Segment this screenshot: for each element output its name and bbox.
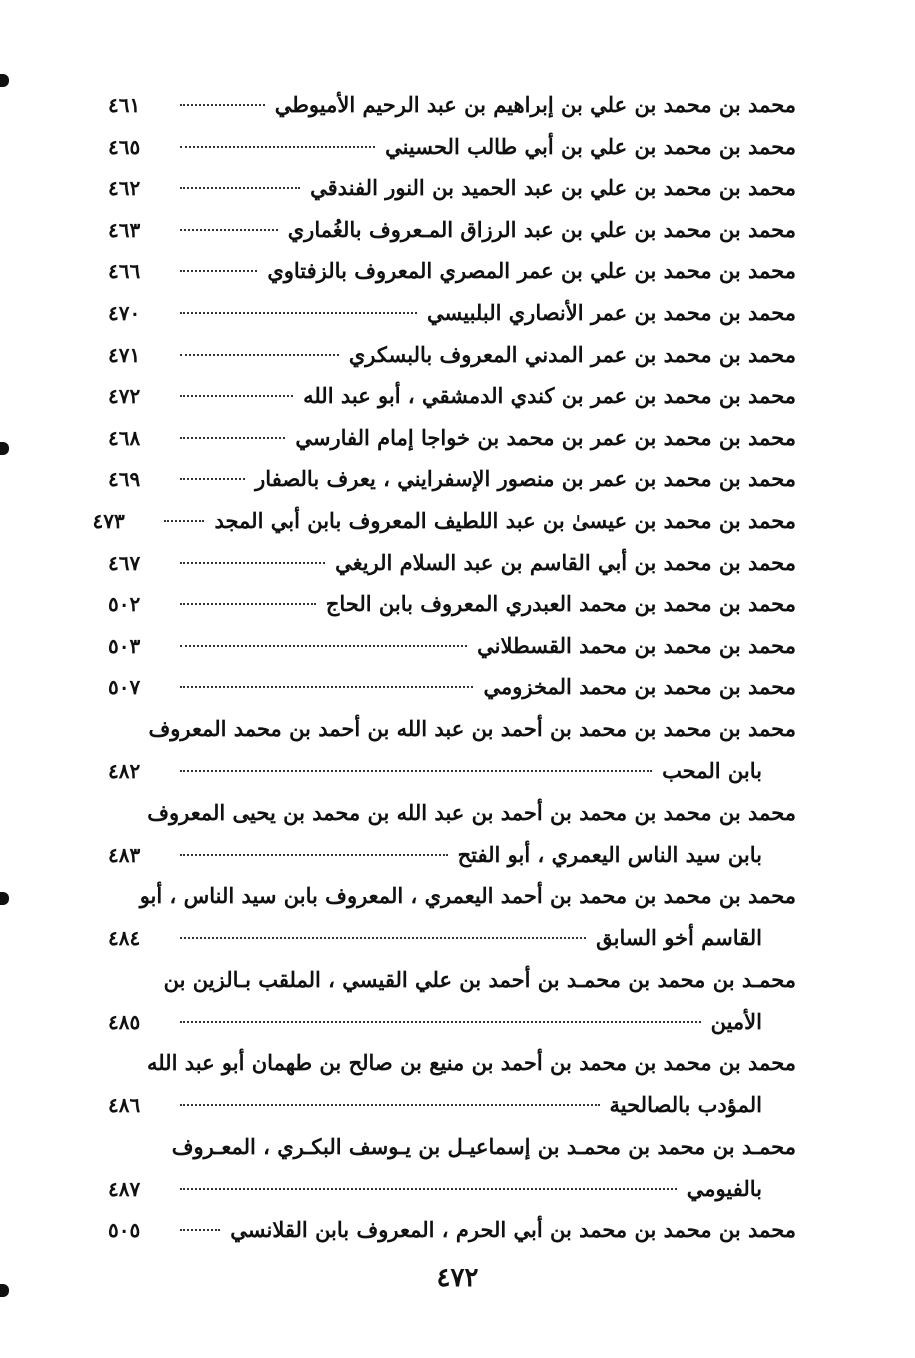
entry-name: محمد بن محمد بن علي بن عمر المصري المعروف بالزفتاوي bbox=[267, 258, 796, 284]
dot-leader bbox=[180, 770, 652, 772]
index-entry bbox=[108, 250, 796, 292]
entry-line bbox=[108, 250, 796, 292]
entry-name: محمد بن محمد بن علي بن عبد الحميد بن النور الفندقي bbox=[310, 175, 796, 201]
entry-line bbox=[108, 209, 796, 251]
entry-name: محمد بن محمد بن علي بن أبي طالب الحسيني bbox=[385, 133, 796, 159]
entry-page-ref: ٥٠٣ bbox=[108, 633, 141, 658]
dot-leader bbox=[180, 437, 285, 439]
index-entry bbox=[108, 666, 796, 708]
entry-name: الأمين bbox=[710, 1008, 762, 1034]
entry-page-ref: ٤٧٠ bbox=[108, 300, 141, 325]
entry-page-ref: ٤٦٧ bbox=[108, 550, 141, 575]
entry-line bbox=[108, 1001, 796, 1043]
entry-line bbox=[108, 84, 796, 126]
dot-leader bbox=[180, 603, 316, 605]
entry-page-ref: ٤٨٥ bbox=[108, 1009, 141, 1034]
entry-line bbox=[108, 542, 796, 584]
dot-leader bbox=[180, 1104, 600, 1106]
entry-name: محمد بن محمد بن عمر الأنصاري البلبيسي bbox=[427, 299, 796, 325]
entry-page-ref: ٤٨٢ bbox=[108, 758, 141, 783]
dot-leader bbox=[180, 146, 375, 148]
index-entry bbox=[108, 209, 796, 251]
dot-leader bbox=[180, 270, 257, 272]
entry-line bbox=[108, 875, 796, 917]
index-entry bbox=[108, 126, 796, 168]
entry-page-ref: ٥٠٢ bbox=[108, 592, 141, 617]
entry-line bbox=[108, 917, 796, 959]
entry-page-ref: ٥٠٥ bbox=[108, 1218, 141, 1243]
entry-name: محمـد بن محمد بن محمـد بن أحمد بن علي القيسي ، الملقب بـالزين بن bbox=[163, 966, 796, 992]
dot-leader bbox=[180, 478, 245, 480]
entry-page-ref: ٤٦٥ bbox=[108, 134, 141, 159]
entry-name: محمد بن محمد بن عمر بن منصور الإسفرايني ، يعرف بالصفار bbox=[255, 466, 796, 492]
entry-line bbox=[108, 126, 796, 168]
dot-leader bbox=[180, 104, 265, 106]
entry-line bbox=[108, 1042, 796, 1084]
index-entry bbox=[108, 708, 796, 792]
entry-page-ref: ٤٦٨ bbox=[108, 425, 141, 450]
binding-hole-mark bbox=[0, 442, 9, 455]
entry-line bbox=[108, 750, 796, 792]
entry-name: محمد بن محمد بن علي بن عبد الرزاق المـعروف بالغُماري bbox=[287, 216, 796, 242]
binding-hole-mark bbox=[0, 892, 9, 905]
entry-line bbox=[108, 167, 796, 209]
entry-page-ref: ٤٦٢ bbox=[108, 176, 141, 201]
index-entry bbox=[108, 417, 796, 459]
entry-page-ref: ٥٠٧ bbox=[108, 675, 141, 700]
entry-line bbox=[108, 1168, 796, 1210]
index-entry bbox=[108, 1126, 796, 1210]
entry-page-ref: ٤٧٣ bbox=[92, 508, 125, 533]
index-entry bbox=[108, 625, 796, 667]
entry-name: محمد بن محمد بن محمد العبدري المعروف بابن الحاج bbox=[325, 591, 796, 617]
entry-name: محمد بن محمد بن محمد بن أحمد بن عبد الله بن أحمد بن محمد المعروف bbox=[148, 715, 796, 741]
entry-line bbox=[108, 625, 796, 667]
dot-leader bbox=[180, 395, 293, 397]
entry-line bbox=[108, 792, 796, 834]
entry-page-ref: ٤٧١ bbox=[108, 342, 141, 367]
entry-line bbox=[108, 834, 796, 876]
entry-line bbox=[108, 708, 796, 750]
entry-line bbox=[108, 417, 796, 459]
entry-page-ref: ٤٦١ bbox=[108, 93, 141, 117]
index-entries bbox=[92, 84, 796, 1251]
entry-line bbox=[92, 500, 796, 542]
entry-name: محمد بن محمد بن محمد المخزومي bbox=[483, 674, 796, 700]
entry-name: محمد بن محمد بن عمر المدني المعروف بالبسكري bbox=[348, 341, 796, 367]
dot-leader bbox=[180, 562, 325, 564]
entry-name: محمد بن محمد بن علي بن إبراهيم بن عبد الرحيم الأميوطي bbox=[274, 92, 796, 117]
dot-leader bbox=[164, 520, 204, 522]
index-entry bbox=[108, 334, 796, 376]
entry-name: محمد بن محمد بن عمر بن كندي الدمشقي ، أبو عبد الله bbox=[303, 383, 796, 409]
entry-line bbox=[108, 959, 796, 1001]
entry-line bbox=[108, 1126, 796, 1168]
index-entry bbox=[92, 500, 796, 542]
entry-page-ref: ٤٨٦ bbox=[108, 1093, 141, 1118]
page-number: ٤٧٢ bbox=[436, 1263, 479, 1293]
entry-name: محمد بن محمد بن أبي القاسم بن عبد السلام الريغي bbox=[335, 549, 796, 575]
index-entry bbox=[108, 1209, 796, 1251]
index-entry bbox=[108, 167, 796, 209]
entry-name: محمد بن محمد بن محمد بن أبي الحرم ، المعروف بابن القلانسي bbox=[230, 1217, 796, 1243]
entry-name: محمد بن محمد بن محمد القسطلاني bbox=[477, 632, 796, 658]
entry-page-ref: ٤٨٤ bbox=[108, 926, 141, 951]
entry-line bbox=[108, 458, 796, 500]
index-entry bbox=[108, 84, 796, 126]
dot-leader bbox=[180, 1229, 220, 1231]
entry-name: محمد بن محمد بن محمد بن أحمد اليعمري ، المعروف بابن سيد الناس ، أبو bbox=[139, 883, 796, 909]
index-entry bbox=[108, 583, 796, 625]
entry-line bbox=[108, 1084, 796, 1126]
dot-leader bbox=[180, 686, 473, 688]
entry-line bbox=[108, 375, 796, 417]
dot-leader bbox=[180, 312, 417, 314]
dot-leader bbox=[180, 1021, 701, 1023]
index-entry bbox=[108, 875, 796, 959]
entry-name: محمد بن محمد بن عمر بن محمد بن خواجا إمام الفارسي bbox=[295, 424, 796, 450]
index-entry bbox=[108, 458, 796, 500]
entry-line bbox=[108, 292, 796, 334]
dot-leader bbox=[180, 937, 586, 939]
entry-name: بابن سيد الناس اليعمري ، أبو الفتح bbox=[457, 841, 762, 867]
dot-leader bbox=[180, 645, 467, 647]
entry-name: محمد بن محمد بن محمد بن أحمد بن عبد الله بن محمد بن يحيى المعروف bbox=[147, 799, 796, 825]
entry-page-ref: ٤٦٩ bbox=[108, 467, 141, 492]
index-entry bbox=[108, 375, 796, 417]
index-entry bbox=[108, 792, 796, 876]
index-entry bbox=[108, 1042, 796, 1126]
entry-line bbox=[108, 334, 796, 376]
dot-leader bbox=[180, 854, 448, 856]
entry-name: بالفيومي bbox=[686, 1175, 762, 1201]
dot-leader bbox=[180, 229, 278, 231]
entry-line bbox=[108, 583, 796, 625]
entry-page-ref: ٤٨٧ bbox=[108, 1176, 141, 1201]
binding-hole-mark bbox=[0, 74, 9, 87]
entry-page-ref: ٤٨٣ bbox=[108, 842, 141, 867]
dot-leader bbox=[180, 354, 339, 356]
entry-name: القاسم أخو السابق bbox=[596, 925, 762, 951]
entry-name: محمد بن محمد بن محمد بن أحمد بن منيع بن صالح بن طهمان أبو عبد الله bbox=[146, 1050, 796, 1076]
index-entry bbox=[108, 959, 796, 1043]
entry-name: بابن المحب bbox=[662, 757, 762, 783]
entry-name: محمـد بن محمد بن محمـد بن إسماعيـل بن يـوسف البكـري ، المعـروف bbox=[171, 1133, 796, 1159]
index-entry bbox=[108, 542, 796, 584]
index-entry bbox=[108, 292, 796, 334]
entry-page-ref: ٤٧٢ bbox=[108, 384, 141, 409]
entry-line bbox=[108, 1209, 796, 1251]
dot-leader bbox=[180, 187, 300, 189]
entry-name: المؤدب بالصالحية bbox=[609, 1092, 762, 1118]
entry-page-ref: ٤٦٣ bbox=[108, 217, 141, 242]
entry-line bbox=[108, 666, 796, 708]
entry-page-ref: ٤٦٦ bbox=[108, 259, 141, 284]
dot-leader bbox=[180, 1188, 677, 1190]
entry-name: محمد بن محمد بن عيسىٰ بن عبد اللطيف المعروف بابن أبي المجد bbox=[214, 507, 796, 533]
